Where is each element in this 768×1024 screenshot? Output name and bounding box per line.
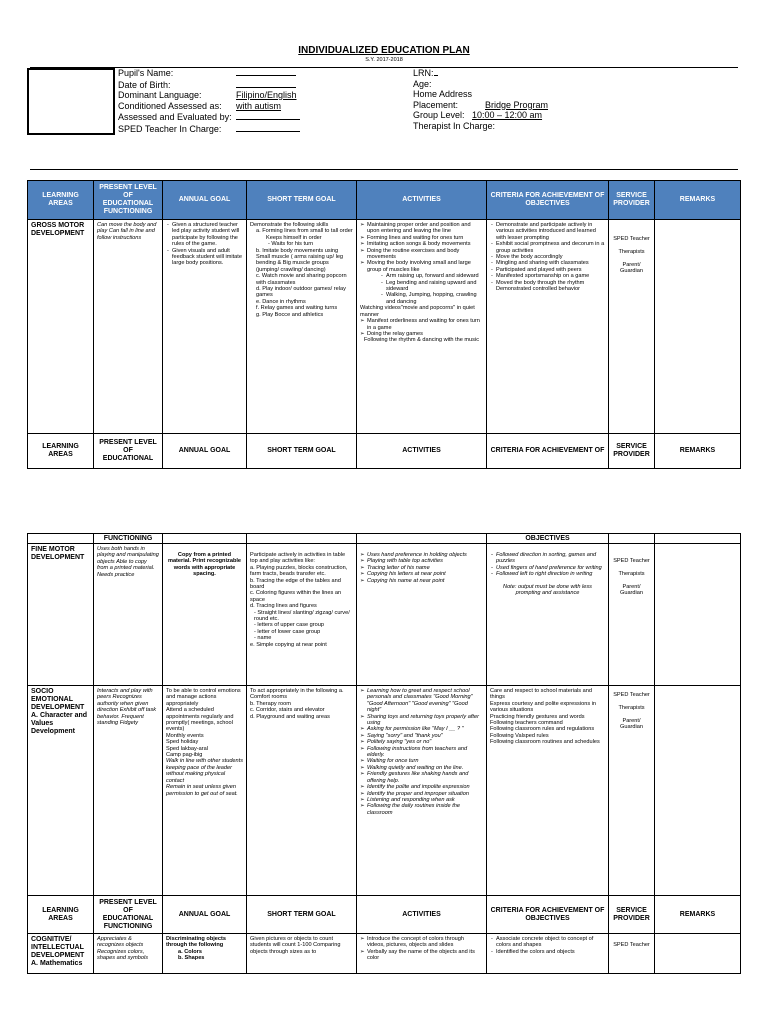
provider-item: Therapists (618, 704, 645, 711)
activity-item: ➢ Sharing toys and returning toys properly after using (367, 714, 483, 727)
provider-item: Therapists (618, 570, 645, 577)
remarks-gross-motor (655, 220, 741, 434)
annual-cognitive (163, 934, 247, 974)
short-intro: Demonstrate the following skills (250, 222, 329, 228)
activity-item: ➢ Saying "sorry" and "thank you" (367, 733, 483, 739)
short-item: To act appropriately in the following a. Comfort rooms (250, 688, 344, 701)
activity-text: Watching videos"movie and popcorns" in quiet manner (360, 305, 475, 318)
criteria-fine-motor (487, 544, 609, 686)
provider-item: SPED Teacher (613, 692, 650, 698)
activity-item: ➢ Copying his name at near point (367, 578, 483, 584)
info-sped-teacher: SPED Teacher In Charge: (118, 123, 300, 135)
col-activities: ACTIVITIES (357, 896, 487, 934)
provider-item: SPED Teacher (613, 236, 650, 242)
activity-subitem: - Walking, Jumping, hopping, crawling and dancing (386, 292, 483, 305)
activity-item: ➢ Copying his letters at near point (367, 571, 483, 577)
school-year: S.Y. 2017-2018 (365, 57, 403, 63)
col-objectives: OBJECTIVES (487, 534, 609, 544)
annual-gross-motor (163, 220, 247, 434)
short-gross-motor (247, 220, 357, 434)
row-cognitive (28, 934, 741, 974)
provider-fine-motor (609, 544, 655, 686)
activity-subitem: - Arm raising up, forward and sideward (386, 273, 483, 279)
info-pupil-name: Pupil's Name: (118, 67, 300, 79)
remarks-cognitive (655, 934, 741, 974)
annual-item: Attend a scheduled appointments regularly and promptly( meetings, school events) (166, 707, 234, 733)
activity-item: ➢ Forming lines and waiting for ones turn (367, 235, 483, 241)
criteria-note: Note: output must be done with less prompting and assistance (503, 583, 592, 597)
section-rule (30, 169, 738, 170)
activity-item: ➢ Walking quietly and waiting on the line. (367, 765, 483, 771)
col-remarks: REMARKS (655, 896, 741, 934)
area-socio-emotional: SOCIO EMOTIONAL DEVELOPMENT A. Character and Values Development (28, 686, 94, 896)
activity-item: ➢ Maintaining proper order and position and upon entering and leaving the line (367, 222, 483, 235)
col-remarks: REMARKS (655, 181, 741, 220)
provider-socio-emotional (609, 686, 655, 896)
short-item: e. Dance in rhythms (256, 298, 306, 305)
col-present-level: PRESENT LEVEL OF EDUCATIONAL FUNCTIONING (94, 181, 163, 220)
annual-item: Monthly events (166, 732, 204, 739)
short-item: d. Playground and waiting areas (250, 713, 330, 720)
criteria-item: Practicing friendly gestures and words (490, 713, 585, 720)
short-item: Participate actively in activities in table top and play activities like: (250, 552, 346, 565)
criteria-cognitive (487, 934, 609, 974)
annual-title: Discriminating objects through the following (166, 936, 226, 949)
info-placement: Placement: Bridge Program (413, 99, 549, 110)
activity-item: ➢ Playing with table top activities (367, 558, 483, 564)
activity-item: ➢ Tracing letter of his name (367, 565, 483, 571)
info-age: Age: (413, 78, 432, 89)
activity-item: ➢ Doing the routine exercises and body movements (367, 248, 483, 261)
present-gross-motor: Can move the body and play Can fall in line and follow instructions (94, 220, 163, 434)
info-left (118, 67, 300, 134)
criteria-item: - Exhibit social promptness and decorum in a group activities (496, 241, 605, 254)
activity-item: ➢ Following instructions from teachers and elderly. (367, 746, 483, 759)
row-socio-emotional (28, 686, 741, 896)
info-group-level: Group Level: 10:00 – 12:00 am (413, 110, 543, 120)
short-item: d. Play indoor/ outdoor games/ relay games (256, 286, 346, 299)
col-learning-areas: LEARNING AREAS (28, 896, 94, 934)
iep-table-page1 (27, 180, 741, 469)
criteria-item: - Move the body accordingly (496, 254, 605, 260)
info-lrn: LRN: (413, 67, 548, 79)
activity-item: ➢ Identify the polite and impolite expression (367, 784, 483, 790)
col-short-term-goal: SHORT TERM GOAL (247, 896, 357, 934)
provider-item: Parent/ Guardian (619, 583, 643, 597)
annual-item: - Given a structured teacher led play activity student will participate by following the rules of the game. (172, 222, 243, 248)
activity-item: ➢ Introduce the concept of colors through videos, pictures, objects and slides (367, 936, 483, 949)
criteria-item: Following Valsped rules (490, 732, 549, 739)
activity-item: ➢ Learning how to greet and respect school personals and classmates "Good Morning" "Good Afternoon" "Good evening" "Good night" (367, 688, 483, 714)
activity-item: ➢ Identify the proper and improper situation (367, 791, 483, 797)
col-annual-goal: ANNUAL GOAL (163, 434, 247, 469)
annual-item: Sped lakbay-aral (166, 745, 208, 752)
short-item: Keeps himself in order (266, 234, 322, 241)
info-condition: Conditioned Assessed as: with autism (118, 100, 282, 111)
info-home-address: Home Address (413, 89, 473, 99)
area-fine-motor: FINE MOTOR DEVELOPMENT (28, 544, 94, 686)
criteria-item: Following classroom routines and schedules (490, 739, 600, 746)
table-header-row-repeat (28, 434, 741, 469)
iep-table-page2 (27, 533, 741, 974)
short-item: - letter of lower case group (254, 628, 321, 635)
col-activities: ACTIVITIES (357, 434, 487, 469)
criteria-item: Care and respect to school materials and things (490, 688, 592, 701)
activity-item: ➢ Manifest orderliness and waiting for ones turn in a game (367, 318, 483, 331)
annual-item: To be able to control emotions and manage actions appropriately (166, 688, 241, 707)
info-date-of-birth: Date of Birth: (118, 79, 300, 91)
activity-item: ➢ Verbally say the name of the objects and its color (367, 949, 483, 962)
col-criteria: CRITERIA FOR ACHIEVEMENT OF (487, 434, 609, 469)
area-gross-motor: GROSS MOTOR DEVELOPMENT (28, 220, 94, 434)
activities-fine-motor (357, 544, 487, 686)
col-annual-goal: ANNUAL GOAL (163, 181, 247, 220)
table-header-continued (28, 534, 741, 544)
annual-item: Walk in line with other students keeping pace of the leader without making physical contact (166, 758, 244, 784)
criteria-socio-emotional (487, 686, 609, 896)
remarks-socio-emotional (655, 686, 741, 896)
col-present-level: PRESENT LEVEL OF EDUCATIONAL FUNCTIONING (94, 896, 163, 934)
present-socio-emotional: Interacts and play with peers Recognizes authority when given direction Exhibit off task behavior. Frequent standing Fidgety (94, 686, 163, 896)
col-criteria: CRITERIA FOR ACHIEVEMENT OF OBJECTIVES (487, 181, 609, 220)
criteria-item: - Participated and played with peers (496, 267, 605, 273)
criteria-item: - Used fingers of hand preference for writing (496, 565, 605, 571)
annual-item: Camp pag-ibig (166, 752, 203, 759)
col-remarks: REMARKS (655, 434, 741, 469)
info-right (413, 67, 548, 131)
short-item: c. Watch movie and sharing popcorn with classmates (256, 273, 347, 286)
annual-item: a. Colors (178, 948, 202, 955)
info-dominant-language: Dominant Language: Filipino/English (118, 90, 297, 100)
short-item: - name (254, 635, 272, 642)
remarks-fine-motor (655, 544, 741, 686)
activity-item: ➢ Uses hand preference in holding objects (367, 552, 483, 558)
activity-item: ➢ Following the daily routines inside the classroom (367, 803, 483, 816)
col-short-term-goal: SHORT TERM GOAL (247, 434, 357, 469)
short-fine-motor (247, 544, 357, 686)
short-item: b. Tracing the edge of the tables and board (250, 577, 341, 591)
activity-item: ➢ Doing the relay games (367, 331, 483, 337)
area-cognitive: COGNITIVE/ INTELLECTUAL DEVELOPMENT A. Mathematics (28, 934, 94, 974)
criteria-item: - Identified the colors and objects (496, 949, 605, 955)
short-item: - letters of upper case group (254, 622, 324, 629)
annual-item: Remain in seat unless given permission to get out of seat. (166, 784, 238, 797)
col-present-level: PRESENT LEVEL OF EDUCATIONAL (94, 434, 163, 469)
col-service-provider: SERVICE PROVIDER (609, 896, 655, 934)
short-item: b. Therapy room (250, 700, 291, 707)
annual-item: b. Shapes (178, 955, 205, 962)
col-service-provider: SERVICE PROVIDER (609, 434, 655, 469)
provider-gross-motor (609, 220, 655, 434)
short-item: e. Simple copying at near point (250, 641, 327, 648)
document-title: INDIVIDUALIZED EDUCATION PLAN (298, 45, 470, 56)
short-item: - Straight lines/ slanting/ zigzag/ curve/ round etc. (254, 609, 350, 623)
short-item: f. Relay games and waiting turns (256, 305, 338, 312)
present-fine-motor: Uses both hands in playing and manipulating objects Able to copy from a printed material. Needs practice (94, 544, 163, 686)
provider-item: Therapists (618, 248, 645, 255)
provider-item: Parent/ Guardian (619, 717, 643, 731)
col-annual-goal: ANNUAL GOAL (163, 896, 247, 934)
row-fine-motor (28, 544, 741, 686)
activity-item: ➢ Asking for permission like "May I __ ? " (367, 726, 483, 732)
activities-cognitive (357, 934, 487, 974)
row-gross-motor (28, 220, 741, 434)
short-item: - Waits for his turn (268, 241, 314, 248)
criteria-item: Following teachers command (490, 720, 563, 727)
criteria-item: - Demonstrate and participate actively in various activities introduced and learned with lesser prompting (496, 222, 605, 241)
activity-item: ➢ Moving the body involving small and large group of muscles like (367, 260, 483, 273)
table-header-row-repeat (28, 896, 741, 934)
provider-item: SPED Teacher (613, 942, 650, 948)
photo-box (27, 68, 115, 135)
info-therapist: Therapist In Charge: (413, 120, 496, 131)
activity-item: ➢ Waiting for once turn (367, 758, 483, 764)
criteria-item: - Mingling and sharing with classmates (496, 260, 605, 266)
info-assessed-by: Assessed and Evaluated by: (118, 111, 300, 123)
short-item: d. Tracing lines and figures (250, 603, 317, 610)
annual-item: Sped holiday (166, 739, 199, 746)
col-learning-areas: LEARNING AREAS (28, 181, 94, 220)
activity-item: ➢ Politely saying "yes or no" (367, 739, 483, 745)
annual-fine-motor: Copy from a printed material. Print recognizable words with appropriate spacing. (163, 544, 247, 686)
activity-item: ➢ Friendly gestures like shaking hands and offering help. (367, 771, 483, 784)
activity-text: Following the rhythm & dancing with the music (363, 337, 480, 344)
activities-gross-motor (357, 220, 487, 434)
activity-subitem: - Leg bending and raising upward and sideward (386, 280, 483, 293)
provider-item: SPED Teacher (613, 558, 650, 564)
col-functioning: FUNCTIONING (94, 534, 163, 544)
provider-cognitive (609, 934, 655, 974)
activity-item: ➢ Imitating action songs & body movements (367, 241, 483, 247)
short-item: a. Playing puzzles, blocks construction, farm tracts, beads transfer etc. (250, 564, 348, 578)
criteria-item: - Manifested sportsmanship on a game (496, 273, 605, 279)
present-cognitive: Appreciates & recognizes objects Recognizes colors, shapes and symbols (94, 934, 163, 974)
short-item: c. Corridor, stairs and elevator (250, 707, 325, 714)
annual-item: - Given visuals and adult feedback student will imitate large body positions. (172, 248, 243, 267)
criteria-item: - Moved the body through the rhythm Demonstrated controlled behavior (496, 280, 605, 293)
criteria-item: - Followed direction in sorting, games and puzzles (496, 552, 605, 565)
provider-item: Parent/ Guardian (619, 261, 643, 275)
activities-socio-emotional (357, 686, 487, 896)
col-short-term-goal: SHORT TERM GOAL (247, 181, 357, 220)
table-header-row (28, 181, 741, 220)
criteria-item: - Followed left to right direction in writing (496, 571, 605, 577)
col-service-provider: SERVICE PROVIDER (609, 181, 655, 220)
criteria-item: - Associate concrete object to concept of colors and shapes (496, 936, 605, 949)
col-activities: ACTIVITIES (357, 181, 487, 220)
criteria-item: Following classroom rules and regulations (490, 726, 595, 733)
short-item: c. Coloring figures within the lines an space (250, 590, 342, 603)
short-item: g. Play Bocce and athletics (256, 311, 324, 318)
annual-socio-emotional (163, 686, 247, 896)
short-socio-emotional (247, 686, 357, 896)
activity-item: ➢ Listening and responding when ask (367, 797, 483, 803)
short-item: b. Imitate body movements using Small muscle ( arms raising up/ leg bending & Big muscle groups (jumping/ crawling/ dancing) (256, 247, 344, 273)
col-criteria: CRITERIA FOR ACHIEVEMENT OF OBJECTIVES (487, 896, 609, 934)
criteria-gross-motor (487, 220, 609, 434)
criteria-item: Express courtesy and polite expressions in various situations (490, 700, 597, 714)
short-item: a. Forming lines from small to tall order (256, 228, 353, 235)
short-cognitive: Given pictures or objects to count students will count 1-100 Comparing objects through sizes as to (247, 934, 357, 974)
col-learning-areas: LEARNING AREAS (28, 434, 94, 469)
